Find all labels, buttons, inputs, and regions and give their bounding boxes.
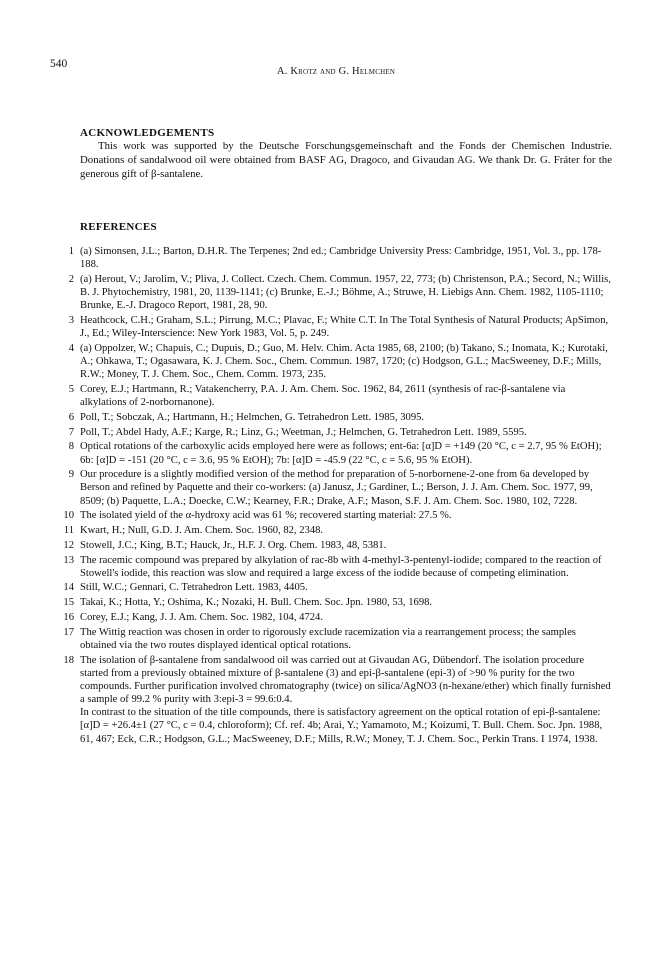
reference-text: Takai, K.; Hotta, Y.; Oshima, K.; Nozaki, H. Bull. Chem. Soc. Jpn. 1980, 53, 1698. <box>80 597 433 609</box>
reference-text: Kwart, H.; Null, G.D. J. Am. Chem. Soc. 1960, 82, 2348. <box>80 525 324 537</box>
reference-text: Stowell, J.C.; King, B.T.; Hauck, Jr., H.F. J. Org. Chem. 1983, 48, 5381. <box>80 539 387 551</box>
reference-text: The isolated yield of the α-hydroxy acid was 61 %; recovered starting material: 27.5 %. <box>80 510 452 522</box>
page-number: 540 <box>50 58 68 70</box>
reference-text: Our procedure is a slightly modified version of the method for preparation of 5-norbornene-2-one from 6a developed by Berson and refined by Paquette and their co-workers: (a) Janusz, J.; Gardiner, L.; Berson, J. J. Am. Chem. Soc. 1977, 99, 8509; (b) Paquette, L.A.; Doecke, C.W.; Kearney, F.R.; Drake, A.F.; Mason, S.F. J. Am. Chem. Soc. 1980, 102, 7228. <box>80 469 593 507</box>
reference-body <box>80 581 612 594</box>
reference-item <box>60 524 612 537</box>
reference-item <box>60 611 612 624</box>
reference-item <box>60 273 612 312</box>
reference-number: 5 <box>68 383 74 395</box>
reference-body <box>80 509 612 522</box>
running-head <box>0 66 672 77</box>
reference-text: Poll, T.; Abdel Hady, A.F.; Karge, R.; Linz, G.; Weetman, J.; Helmchen, G. Tetrahedron Lett. 1989, 5595. <box>80 426 527 438</box>
reference-item <box>60 440 612 466</box>
reference-number: 17 <box>63 626 74 638</box>
reference-body <box>80 611 612 624</box>
reference-body <box>80 524 612 537</box>
reference-text: (a) Herout, V.; Jarolim, V.; Pliva, J. Collect. Czech. Chem. Commun. 1957, 22, 773; (b) Christenson, P.A.; Secord, N.; Willis, B. J. Phytochemistry, 1981, 20, 1139-1141; (c) Brunke, E.-J.; Böhme, A.; Struwe, H. Liebigs Ann. Chem. 1982, 1105-1110; Brunke, E.-J. Dragoco Report, 1981, 28, 90. <box>80 273 611 312</box>
reference-text: The Wittig reaction was chosen in order to rigorously exclude racemization via a rearrangement process; the samples obtained via the two routes displayed identical optical rotations. <box>80 626 576 651</box>
reference-text: Poll, T.; Sobczak, A.; Hartmann, H.; Helmchen, G. Tetrahedron Lett. 1985, 3095. <box>80 411 425 423</box>
reference-body <box>80 596 612 609</box>
reference-body <box>80 383 612 409</box>
reference-number: 10 <box>63 510 74 522</box>
reference-text: (a) Simonsen, J.L.; Barton, D.H.R. The Terpenes; 2nd ed.; Cambridge University Press: Cambridge, 1951, Vol. 3., pp. 178-188. <box>80 246 602 271</box>
reference-item <box>60 596 612 609</box>
reference-number: 12 <box>63 539 74 551</box>
acknowledgements-body <box>80 139 612 181</box>
reference-list <box>60 245 612 747</box>
reference-number: 13 <box>63 554 74 566</box>
reference-body <box>80 314 612 340</box>
reference-number: 3 <box>68 314 74 326</box>
reference-number: 15 <box>63 597 74 609</box>
reference-item <box>60 554 612 580</box>
reference-continuation: In contrast to the situation of the title compounds, there is satisfactory agreement on the optical rotation of epi-β-santalene: [α]D = +26.4±1 (27 °C, c = 0.4, chloroform); Cf. ref. 4b; Arai, Y.; Yamamoto, M.; Koizumi, T. Bull. Chem. Soc. Jpn. 1988, 61, 467; Eck, C.R.; Hodgson, G.L.; MacSweeney, D.F.; Mills, R.W.; Money, T. J. Chem. Soc., Perkin Trans. I 1974, 1938. <box>80 707 603 745</box>
acknowledgements-text: This work was supported by the Deutsche Forschungsgemeinschaft and the Fonds der Chemischen Industrie. Donations of sandalwood oil were obtained from BASF AG, Dragoco, and Givaudan AG. We thank Dr. G. Fráter for the generous gift of β-santalene. <box>80 140 612 180</box>
reference-text: The racemic compound was prepared by alkylation of rac-8b with 4-methyl-3-pentenyl-iodide; compared to the reaction of Stowell's iodide, this reaction was slow and required a large excess of the iodide because of competing elimination. <box>80 554 602 579</box>
reference-text: Still, W.C.; Gennari, C. Tetrahedron Lett. 1983, 4405. <box>80 582 308 594</box>
reference-item <box>60 581 612 594</box>
reference-text: (a) Oppolzer, W.; Chapuis, C.; Dupuis, D.; Guo, M. Helv. Chim. Acta 1985, 68, 2100; (b) Takano, S.; Inomata, K.; Kurotaki, A.; Ohkawa, T.; Ogasawara, K. J. Chem. Soc., Chem. Commun. 1987, 1720; (c) Hodgson, G.L.; MacSweeney, D.F.; Mills, R.W.; Money, T. J. Chem. Soc., Chem. Comm. 1973, 235. <box>80 342 608 381</box>
reference-number: 8 <box>68 441 74 453</box>
reference-text: Corey, E.J.; Kang, J. J. Am. Chem. Soc. 1982, 104, 4724. <box>80 611 323 623</box>
reference-item <box>60 411 612 424</box>
reference-number: 14 <box>63 582 74 594</box>
reference-item <box>60 539 612 552</box>
reference-number: 6 <box>68 411 74 423</box>
reference-body <box>80 539 612 552</box>
reference-text: The isolation of β-santalene from sandalwood oil was carried out at Givaudan AG, Dübendorf. The isolation procedure started from a previously obtained mixture of β-santalene (3) and epi-β-santalene (epi-3) of >90 % purity for the two compounds. Further purification involved chromatography (twice) on silica/AgNO3 (n-hexane/ether) which finally furnished a sample of 99.2 % purity with 3:epi-3 = 99.6:0.4. <box>80 654 611 706</box>
reference-item <box>60 426 612 439</box>
reference-item <box>60 509 612 522</box>
reference-number: 7 <box>68 426 74 438</box>
reference-item <box>60 468 612 507</box>
reference-body <box>80 342 612 381</box>
reference-body <box>80 654 612 746</box>
reference-number: 11 <box>63 525 74 537</box>
reference-item <box>60 383 612 409</box>
reference-item <box>60 654 612 746</box>
reference-number: 9 <box>68 469 74 481</box>
reference-body <box>80 273 612 312</box>
reference-number: 16 <box>63 611 74 623</box>
reference-item <box>60 342 612 381</box>
reference-body <box>80 245 612 271</box>
reference-number: 18 <box>63 654 74 666</box>
reference-body <box>80 468 612 507</box>
running-head-text: A. Krotz and G. Helmchen <box>276 66 396 77</box>
references-heading: REFERENCES <box>80 221 157 233</box>
reference-body <box>80 411 612 424</box>
reference-number: 1 <box>68 246 74 257</box>
acknowledgements-heading: ACKNOWLEDGEMENTS <box>80 127 215 139</box>
reference-body <box>80 626 612 652</box>
reference-number: 2 <box>68 273 74 285</box>
reference-number: 4 <box>68 342 74 354</box>
reference-item <box>60 245 612 271</box>
reference-body <box>80 554 612 580</box>
reference-item <box>60 314 612 340</box>
reference-text: Optical rotations of the carboxylic acids employed here were as follows; ent-6a: [α]D = +149 (20 °C, c = 2.7, 95 % EtOH); 6b: [α]D = -151 (20 °C, c = 3.6, 95 % EtOH); 7b: [α]D = -45.9 (22 °C, c = 5.6, 95 % EtOH). <box>80 441 602 466</box>
reference-item <box>60 626 612 652</box>
reference-body <box>80 426 612 439</box>
reference-text: Heathcock, C.H.; Graham, S.L.; Pirrung, M.C.; Plavac, F.; White C.T. In The Total Synthesis of Natural Products; ApSimon, J., Ed.; Wiley-Interscience: New York 1983, Vol. 5, p. 249. <box>80 314 609 340</box>
reference-body <box>80 440 612 466</box>
reference-text: Corey, E.J.; Hartmann, R.; Vatakencherry, P.A. J. Am. Chem. Soc. 1962, 84, 2611 (synthesis of rac-β-santalene via alkylations of 2-norbornanone). <box>80 383 566 409</box>
